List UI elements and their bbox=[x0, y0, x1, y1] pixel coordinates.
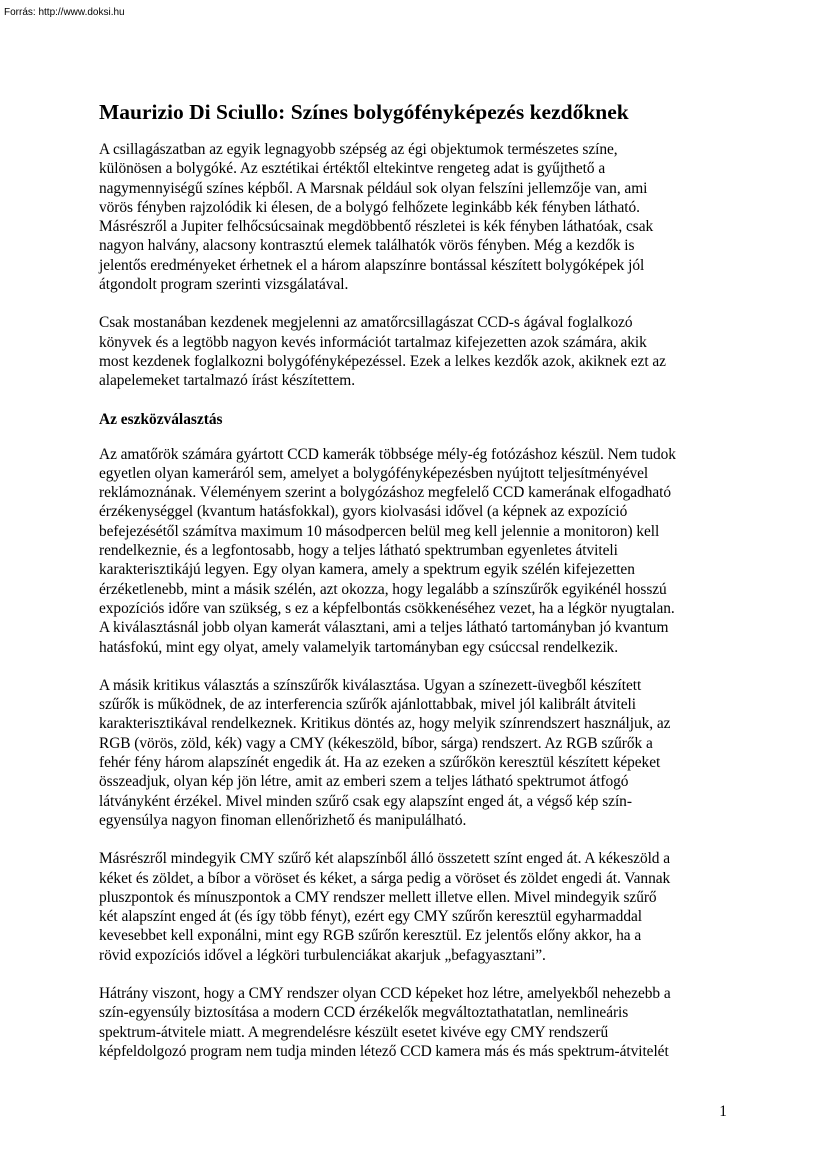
source-note: Forrás: http://www.doksi.hu bbox=[4, 7, 125, 18]
section-heading: Az eszközválasztás bbox=[99, 410, 223, 428]
paragraph: A csillagászatban az egyik legnagyobb szépség az égi objektumok természetes színe, különösen a bolygóké. Az esztétikai értéktől eltekintve rengeteg adat is gyűjthető a nagymennyiségű színes képből. A Marsnak például sok olyan felszíni jellemzője van, ami vörös fényben rajzolódik ki élesen, de a bolygó felhőzete leginkább kék fényben látható. Másrészről a Jupiter felhőcsúcsainak megdöbbentő részletei is kék fényben láthatóak, csak nagyon halvány, alacsony kontrasztú elemek találhatók vörös fényben. Még a kezdők is jelentős eredményeket érhetnek el a három alapszínre bontással készített bolygóképek jól átgondolt program szerinti vizsgálatával. bbox=[99, 141, 654, 294]
paragraph: Az amatőrök számára gyártott CCD kamerák többsége mély-ég fotózáshoz készül. Nem tudok egyetlen olyan kameráról sem, amelyet a bolygófényképezésben nyújtott teljesítményével reklámoznának. Véleményem szerint a bolygózáshoz megfelelő CCD kamerának elfogadható érzékenységgel (kvantum hatásfokkal), gyors kiolvasási idővel (a képnek az expozíció befejezésétől számítva maximum 10 másodpercen belül meg kell jelennie a monitoron) kell rendelkeznie, és a legfontosabb, hogy a teljes látható spektrumban egyenletes átviteli karakterisztikájú legyen. Egy olyan kamera, amely a spektrum egyik szélén kifejezetten érzéketlenebb, mint a másik szélén, azt okozza, hogy legalább a színszűrők egyikénél hosszú expozíciós időre van szükség, s ez a képfelbontás csökkenéséhez vezet, ha a légkör nyugtalan. A kiválasztásnál jobb olyan kamerát választani, ami a teljes látható tartományban jó kvantum hatásfokú, mint egy olyat, amely valamelyik tartományban egy csúccsal rendelkezik. bbox=[99, 445, 676, 656]
paragraph: A másik kritikus választás a színszűrők kiválasztása. Ugyan a színezett-üvegből készített szűrők is működnek, de az interferencia szűrők ajánlottabbak, mivel jól kalibrált átviteli karakterisztikával rendelkeznek. Kritikus döntés az, hogy melyik színrendszert használjuk, az RGB (vörös, zöld, kék) vagy a CMY (kékeszöld, bíbor, sárga) rendszert. Az RGB szűrők a fehér fény három alapszínét engedik át. Ha az ezeken a szűrőkön keresztül készített képeket összeadjuk, olyan kép jön létre, amit az emberi szem a teljes látható spektrumot átfogó látványként érzékel. Mivel minden szűrő csak egy alapszínt enged át, a végső kép szín- egyensúlya nagyon finoman ellenőrizhető és manipulálható. bbox=[99, 676, 671, 829]
paragraph: Hátrány viszont, hogy a CMY rendszer olyan CCD képeket hoz létre, amelyekből nehezebb a szín-egyensúly biztosítása a modern CCD érzékelők megváltoztathatatlan, nemlineáris spektrum-átvitele miatt. A megrendelésre készült esetet kivéve egy CMY rendszerű képfeldolgozó program nem tudja minden létező CCD kamera más és más spektrum-átvitelét bbox=[99, 984, 671, 1060]
paragraph: Csak mostanában kezdenek megjelenni az amatőrcsillagászat CCD-s ágával foglalkozó könyvek és a legtöbb nagyon kevés információt tartalmaz kifejezetten azok számára, akik most kezdenek foglalkozni bolygófényképezéssel. Ezek a lelkes kezdők azok, akiknek ezt az alapelemeket tartalmazó írást készítettem. bbox=[99, 314, 666, 390]
document-body bbox=[99, 98, 739, 1080]
paragraph: Másrészről mindegyik CMY szűrő két alapszínből álló összetett színt enged át. A kékeszöld a kéket és zöldet, a bíbor a vöröset és kéket, a sárga pedig a vöröset és zöldet engedi át. Vannak pluszpontok és mínuszpontok a CMY rendszer mellett illetve ellen. Mivel mindegyik szűrő két alapszínt enged át (és így több fényt), ezért egy CMY szűrőn keresztül egyharmaddal kevesebbet kell exponálni, mint egy RGB szűrőn keresztül. Ez jelentős előny akkor, ha a rövid expozíciós idővel a légköri turbulenciákat akarjuk „befagyasztani”. bbox=[99, 850, 671, 964]
page-number: 1 bbox=[719, 1103, 727, 1120]
document-title: Maurizio Di Sciullo: Színes bolygófényképezés kezdőknek bbox=[99, 100, 629, 124]
